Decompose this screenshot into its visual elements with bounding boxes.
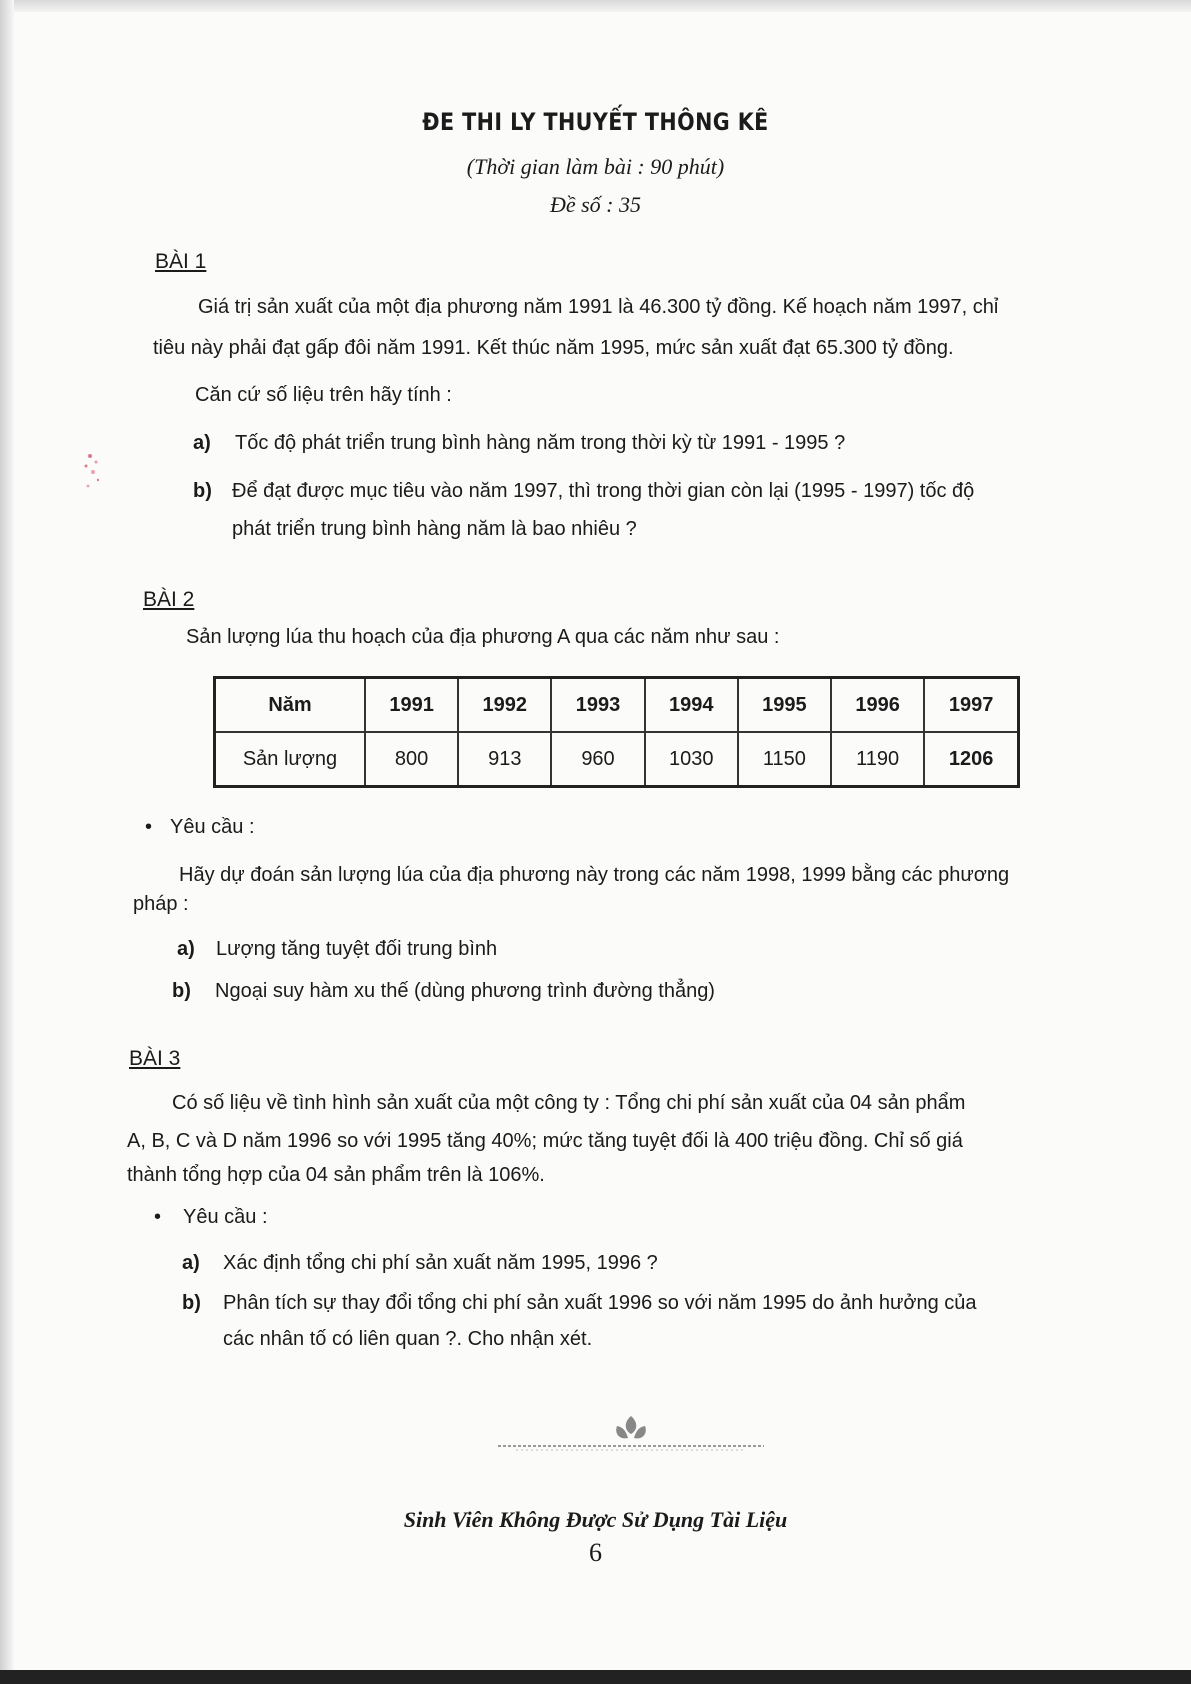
- bai1-b-text2: phát triển trung bình hàng năm là bao nhiêu ?: [232, 518, 637, 540]
- table-header-output: Sản lượng: [215, 732, 366, 787]
- bai2-heading: BÀI 2: [143, 588, 195, 611]
- table-row-outputs: [215, 732, 1019, 787]
- bai3-a-label: a): [182, 1252, 200, 1274]
- bai3-line3: thành tổng hợp của 04 sản phẩm trên là 106%.: [127, 1164, 545, 1186]
- bai2-a-text: Lượng tăng tuyệt đối trung bình: [216, 938, 498, 960]
- bai3-b-label: b): [182, 1292, 201, 1314]
- bai1-b-label: b): [193, 480, 212, 502]
- page-number: 6: [589, 1538, 602, 1567]
- bai2-req-bullet: •: [145, 816, 153, 838]
- flower-ornament-icon: [616, 1416, 646, 1438]
- table-cell-year: 1997: [924, 678, 1018, 733]
- bai1-heading: BÀI 1: [155, 250, 207, 273]
- bai3-a-text: Xác định tổng chi phí sản xuất năm 1995, 1996 ?: [223, 1252, 658, 1274]
- bai3-line1: Có số liệu về tình hình sản xuất của một công ty : Tổng chi phí sản xuất của 04 sản phẩm: [172, 1092, 966, 1114]
- bai2-a-label: a): [177, 938, 195, 960]
- table-cell-output: 1206: [924, 732, 1018, 787]
- bai1-b-text1: Để đạt được mục tiêu vào năm 1997, thì trong thời gian còn lại (1995 - 1997) tốc độ: [232, 480, 975, 502]
- table-cell-output: 913: [458, 732, 551, 787]
- table-cell-year: 1991: [365, 678, 458, 733]
- bai3-heading: BÀI 3: [129, 1047, 181, 1070]
- rice-output-table: [213, 676, 1020, 788]
- footer-note: Sinh Viên Không Được Sử Dụng Tài Liệu: [403, 1507, 788, 1532]
- bai2-intro: Sản lượng lúa thu hoạch của địa phương A qua các năm như sau :: [186, 626, 780, 648]
- table-cell-year: 1995: [738, 678, 831, 733]
- bai1-a-label: a): [193, 432, 211, 454]
- bai3-b-text2: các nhân tố có liên quan ?. Cho nhận xét.: [223, 1328, 593, 1350]
- bai2-req-text2: pháp :: [133, 893, 189, 915]
- bai3-req-bullet: •: [154, 1206, 162, 1228]
- table-cell-year: 1994: [645, 678, 738, 733]
- table-cell-output: 1190: [831, 732, 924, 787]
- scan-top-edge: [0, 0, 1191, 12]
- scan-bottom-edge: [0, 1670, 1191, 1684]
- bai1-line2: tiêu này phải đạt gấp đôi năm 1991. Kết thúc năm 1995, mức sản xuất đạt 65.300 tỷ đồng.: [153, 337, 954, 359]
- table-cell-output: 1150: [738, 732, 831, 787]
- scan-left-edge: [0, 0, 14, 1684]
- red-stamp-mark: [78, 442, 108, 502]
- table-cell-year: 1992: [458, 678, 551, 733]
- table-row-years: [215, 678, 1019, 733]
- ornament-divider: [496, 1412, 766, 1458]
- exam-title: ĐE THI LY THUYẾT THÔNG KÊ: [422, 108, 769, 136]
- table-cell-output: 1030: [645, 732, 738, 787]
- bai2-req-text1: Hãy dự đoán sản lượng lúa của địa phương này trong các năm 1998, 1999 bằng các phương: [179, 864, 1010, 886]
- bai1-intro: Căn cứ số liệu trên hãy tính :: [195, 384, 452, 406]
- bai1-a-text: Tốc độ phát triển trung bình hàng năm trong thời kỳ từ 1991 - 1995 ?: [235, 432, 846, 454]
- table-header-year: Năm: [215, 678, 366, 733]
- bai3-req-label: Yêu cầu :: [183, 1206, 268, 1228]
- bai3-b-text1: Phân tích sự thay đổi tổng chi phí sản xuất 1996 so với năm 1995 do ảnh hưởng của: [223, 1292, 977, 1314]
- bai1-line1: Giá trị sản xuất của một địa phương năm 1991 là 46.300 tỷ đồng. Kế hoạch năm 1997, chỉ: [198, 296, 999, 318]
- table-cell-output: 800: [365, 732, 458, 787]
- bai3-line2: A, B, C và D năm 1996 so với 1995 tăng 40%; mức tăng tuyệt đối là 400 triệu đồng. Chỉ số giá: [127, 1130, 963, 1152]
- table-cell-year: 1996: [831, 678, 924, 733]
- bai2-req-label: Yêu cầu :: [170, 816, 255, 838]
- exam-number: Đề số : 35: [549, 192, 642, 217]
- table-cell-output: 960: [551, 732, 644, 787]
- exam-duration: (Thời gian làm bài : 90 phút): [466, 154, 725, 179]
- table-cell-year: 1993: [551, 678, 644, 733]
- bai2-b-label: b): [172, 980, 191, 1002]
- bai2-b-text: Ngoại suy hàm xu thế (dùng phương trình đường thẳng): [215, 980, 715, 1002]
